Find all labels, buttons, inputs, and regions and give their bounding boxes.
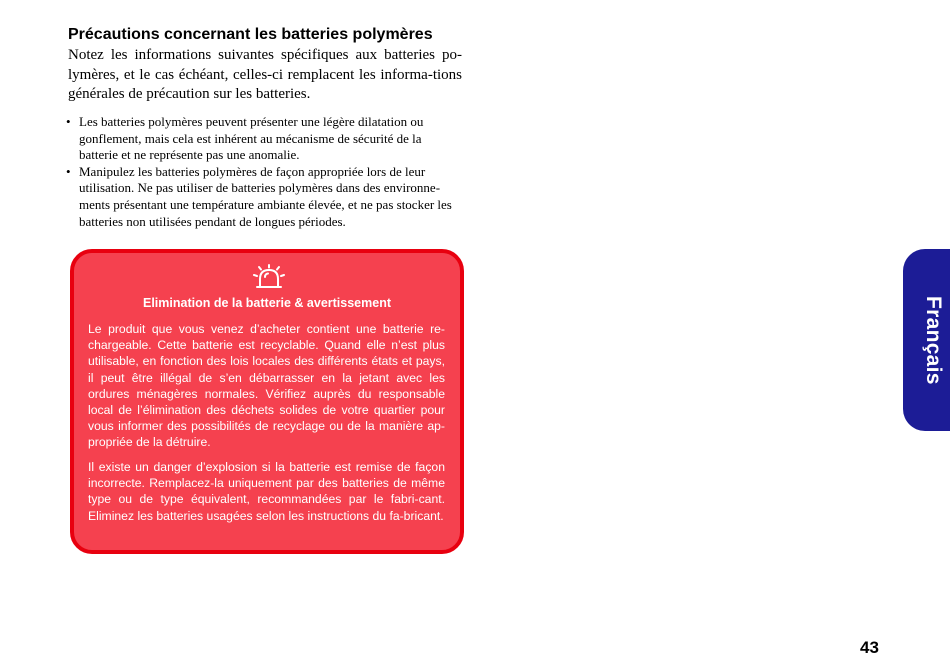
bullet-marker: • bbox=[66, 163, 71, 179]
bullet-marker: • bbox=[66, 114, 71, 129]
warning-title: Elimination de la batterie & avertissement bbox=[143, 296, 391, 310]
list-item bbox=[66, 164, 462, 230]
language-tab bbox=[903, 249, 950, 431]
intro-paragraph: Notez les informations suivantes spécifiques aux batteries po-lymères, et le cas échéant, celles-ci remplacent les informa-tions générales de précaution sur les batteries. bbox=[68, 47, 462, 102]
list-item-text: Les batteries polymères peuvent présenter une légère dilatation ou gonflement, mais cela est inhérent au mécanisme de sécurité de la batterie et ne représente pas une anomalie. bbox=[79, 114, 424, 163]
warning-paragraph-recycling: Le produit que vous venez d’acheter contient une batterie re-chargeable. Cette batterie est recyclable. Quand elle n’est plus utilisable, en fonction des lois locales des différents états et pays, il peut être illégal de s’en débarrasser en la jetant avec les ordures ménagères normales. Vérifiez auprès du responsable local de l’élimination des déchets solides de votre quartier pour vous informer des possibilités de recyclage ou de la manière ap-propriée de la détruire. bbox=[88, 322, 445, 450]
alarm-bell-icon bbox=[252, 263, 286, 291]
list-item bbox=[66, 114, 462, 164]
list-item-text: Manipulez les batteries polymères de façon appropriée lors de leur utilisation. Ne pas utiliser de batteries polymères dans des environne-ments présentant une température ambiante élevée, et ne pas stocker les batteries non utilisées pendant de longues périodes. bbox=[79, 163, 452, 229]
page-number: 43 bbox=[860, 638, 879, 657]
language-tab-label: Français bbox=[922, 295, 945, 385]
section-title: Précautions concernant les batteries polymères bbox=[68, 26, 433, 43]
battery-warning-box bbox=[70, 249, 464, 554]
warning-paragraph-explosion: Il existe un danger d’explosion si la batterie est remise de façon incorrecte. Remplacez-la uniquement par des batteries de même type ou de type équivalent, recommandées par le fabri-cant. Eliminez les batteries usagées selon les instructions du fa-bricant. bbox=[88, 460, 445, 523]
precautions-list bbox=[66, 114, 462, 230]
